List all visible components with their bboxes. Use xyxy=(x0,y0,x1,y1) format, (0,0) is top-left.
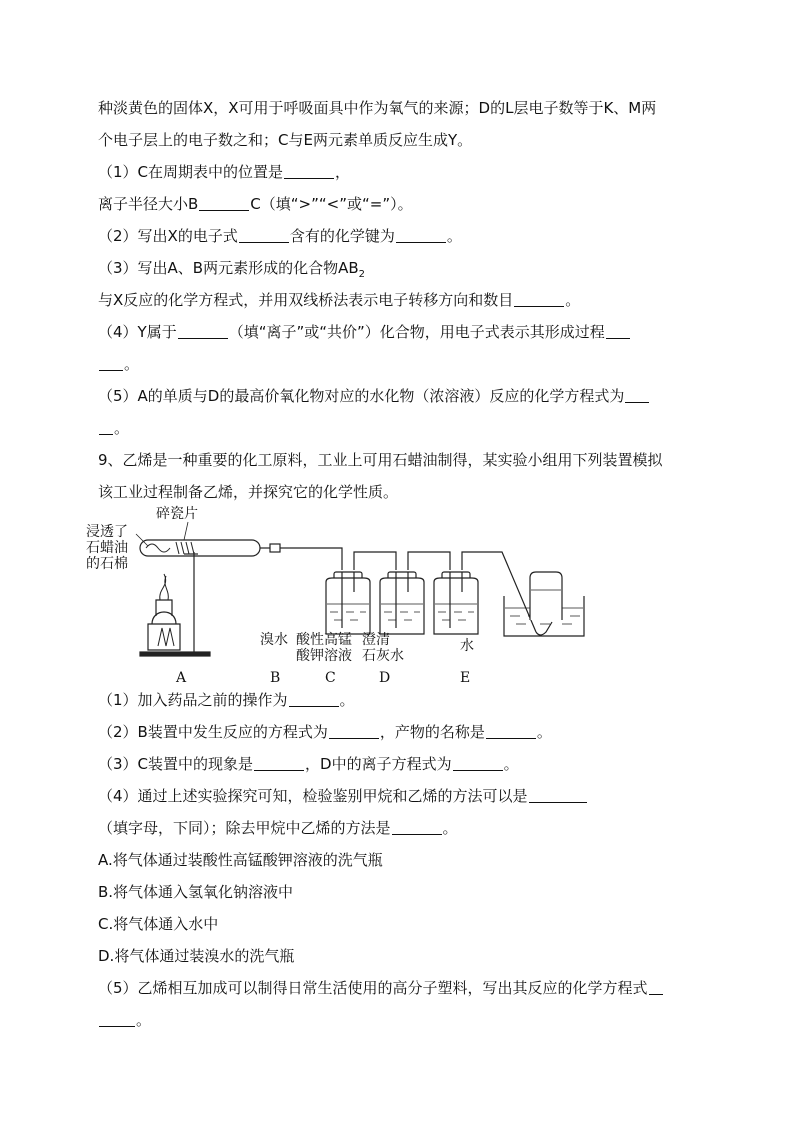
q9-part2: （2）B装置中发生反应的方程式为 ，产物的名称是 。 xyxy=(98,723,552,741)
answer-blank[interactable] xyxy=(199,195,249,211)
q8-part4: （4）Y属于 （填“离子”或“共价”）化合物，用电子式表示其形成过程 xyxy=(98,316,698,348)
q8-part3: （3）写出A、B两元素形成的化合物$AB_2$ xyxy=(98,259,366,280)
answer-blank[interactable] xyxy=(329,723,379,739)
label-limewater-2: 石灰水 xyxy=(362,648,404,664)
answer-blank[interactable] xyxy=(239,227,289,243)
q8-part3-line2: 与X反应的化学方程式，并用双线桥法表示电子转移方向和数目 。 xyxy=(98,291,581,309)
q8-part1-line2: 离子半径大小B C（填“>”“<”或“=”）。 xyxy=(98,195,413,213)
q9-part4-line2: （填字母，下同）；除去甲烷中乙烯的方法是 。 xyxy=(98,819,458,837)
label-bromine-water: 溴水 xyxy=(260,632,288,648)
label-kmno4-1: 酸性高锰 xyxy=(296,632,352,648)
answer-blank[interactable] xyxy=(289,691,339,707)
bottle-b xyxy=(326,572,370,634)
answer-blank[interactable] xyxy=(392,819,442,835)
q9-part3: （3）C装置中的现象是 ，D中的离子方程式为 。 xyxy=(98,755,519,773)
answer-blank[interactable] xyxy=(625,387,649,403)
q9-intro-line2: 该工业过程制备乙烯，并探究它的化学性质。 xyxy=(98,483,399,501)
answer-blank[interactable] xyxy=(99,355,123,371)
letter-b: B xyxy=(270,670,281,686)
label-kmno4-2: 酸钾溶液 xyxy=(296,648,352,664)
label-water: 水 xyxy=(460,638,474,654)
q9-intro-line1: 9、乙烯是一种重要的化工原料，工业上可用石蜡油制得，某实验小组用下列装置模拟 xyxy=(98,451,663,469)
q8-part5: （5）A的单质与D的最高价氧化物对应的水化物（浓溶液）反应的化学方程式为 xyxy=(98,380,698,412)
label-limewater-1: 澄清 xyxy=(362,632,390,648)
label-cotton-2: 石蜡油 xyxy=(86,540,128,556)
letter-c: C xyxy=(325,670,336,686)
question-content xyxy=(86,92,698,1036)
letter-a: A xyxy=(176,670,187,686)
bottle-d xyxy=(434,572,478,634)
q9-part4: （4）通过上述实验探究可知，检验鉴别甲烷和乙烯的方法可以是 xyxy=(98,780,698,812)
label-porcelain: 碎瓷片 xyxy=(156,506,198,522)
answer-blank[interactable] xyxy=(178,323,228,339)
q8-part2: （2）写出X的电子式 含有的化学键为 。 xyxy=(98,227,462,245)
q8-part5-line2: 。 xyxy=(98,412,698,444)
apparatus-figure xyxy=(86,506,698,686)
answer-blank[interactable] xyxy=(529,787,587,803)
q9-option-c: C.将气体通入水中 xyxy=(98,915,219,933)
answer-blank[interactable] xyxy=(453,755,503,771)
q8-part4-line2: 。 xyxy=(98,348,698,380)
q9-part5-line2: 。 xyxy=(98,1004,698,1036)
answer-blank[interactable] xyxy=(514,291,564,307)
answer-blank[interactable] xyxy=(486,723,536,739)
trough-e xyxy=(504,572,584,636)
q9-option-a: A.将气体通过装酸性高锰酸钾溶液的洗气瓶 xyxy=(98,851,383,869)
q9-part5: （5）乙烯相互加成可以制得日常生活使用的高分子塑料，写出其反应的化学方程式 xyxy=(98,972,698,1004)
answer-blank[interactable] xyxy=(284,163,334,179)
answer-blank[interactable] xyxy=(606,323,630,339)
answer-blank[interactable] xyxy=(649,979,663,995)
label-cotton-1: 浸透了 xyxy=(86,524,128,540)
letter-e: E xyxy=(460,670,471,686)
q8-part1: （1）C在周期表中的位置是 ， xyxy=(98,163,351,181)
answer-blank[interactable] xyxy=(396,227,446,243)
letter-d: D xyxy=(379,670,391,686)
q9-part1: （1）加入药品之前的操作为 。 xyxy=(98,691,355,709)
answer-blank[interactable] xyxy=(254,755,304,771)
q9-option-d: D.将气体通过装溴水的洗气瓶 xyxy=(98,947,295,965)
q9-option-b: B.将气体通入氢氧化钠溶液中 xyxy=(98,883,294,901)
bottle-c xyxy=(380,572,424,634)
q8-intro-line2: 个电子层上的电子数之和；C与E两元素单质反应生成Y。 xyxy=(98,131,473,149)
answer-blank[interactable] xyxy=(99,419,113,435)
label-cotton-3: 的石棉 xyxy=(86,556,128,572)
q8-intro-line1: 种淡黄色的固体X，X可用于呼吸面具中作为氧气的来源；D的L层电子数等于K、M两 xyxy=(98,99,657,117)
answer-blank[interactable] xyxy=(99,1011,135,1027)
